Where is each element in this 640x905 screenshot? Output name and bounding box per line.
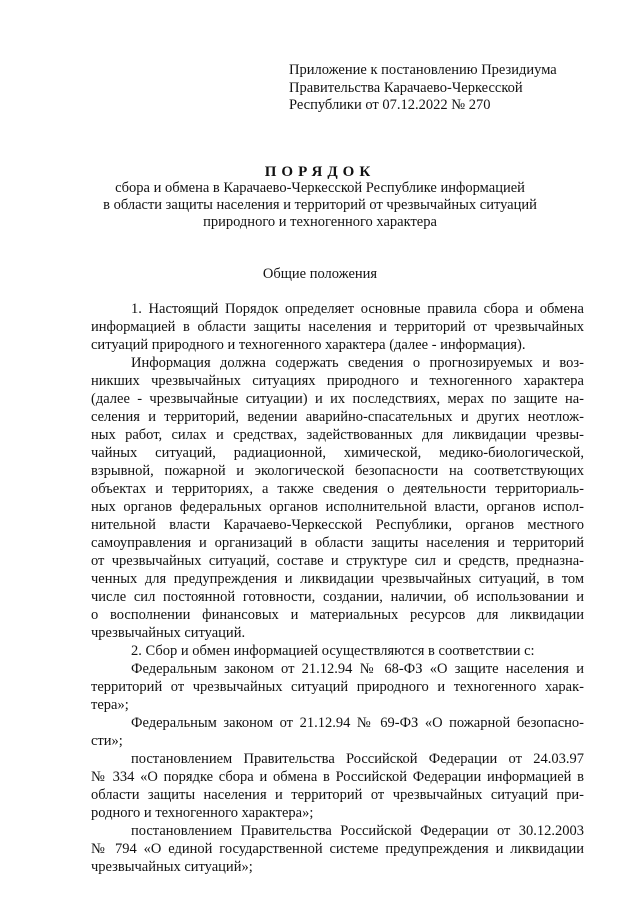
body-line: информацией в области защиты населения и территорий от чрезвычайных: [91, 319, 584, 335]
subtitle-line-3: природного и техногенного характера: [203, 214, 437, 230]
body-line: от чрезвычайных ситуаций, составе и структуре сил и средств, предназна-: [91, 553, 584, 569]
body-line: № 334 «О порядке сбора и обмена в Российской Федерации информацией в: [91, 769, 584, 785]
body-line: тера»;: [91, 697, 129, 713]
body-line: взрывной, пожарной и экологической безопасности на соответствующих: [91, 463, 584, 479]
body-line: (далее - чрезвычайные ситуации) и их последствиях, мерах по защите на-: [91, 391, 584, 407]
body-line: 1. Настоящий Порядок определяет основные правила сбора и обмена: [131, 301, 584, 317]
section-heading: Общие положения: [262, 266, 378, 282]
body-line: селения и территорий, ведении аварийно-спасательных и других неотлож-: [91, 409, 584, 425]
body-line: чрезвычайных ситуаций.: [91, 625, 246, 641]
body-line: родного и техногенного характера»;: [91, 805, 314, 821]
body-line: самоуправления и организаций в области защиты населения и территорий: [91, 535, 584, 551]
body-line: Федеральным законом от 21.12.94 № 68-ФЗ «О защите населения и: [131, 661, 584, 677]
body-line: числе сил постоянной готовности, создании, наличии, об использовании и: [91, 589, 584, 605]
body-line: ченных для предупреждения и ликвидации чрезвычайных ситуаций, в том: [91, 571, 584, 587]
body-line: нительной власти Карачаево-Черкесской Республики, органов местного: [91, 517, 584, 533]
body-line: области защиты населения и территорий от чрезвычайных ситуаций при-: [91, 787, 584, 803]
body-line: № 794 «О единой государственной системе предупреждения и ликвидации: [91, 841, 584, 857]
header-line-1: Приложение к постановлению Президиума: [289, 62, 557, 78]
header-line-2: Правительства Карачаево-Черкесской: [289, 79, 523, 96]
body-line: постановлением Правительства Российской Федерации от 30.12.2003: [131, 823, 584, 839]
document-title: ПОРЯДОК: [264, 164, 376, 180]
body-line: ных работ, силах и средствах, задействованных для ликвидации чрезвы-: [91, 427, 584, 443]
body-line: Информация должна содержать сведения о прогнозируемых и воз-: [131, 355, 584, 371]
document-subtitle: [0, 180, 640, 231]
document-body: [91, 300, 584, 876]
body-line: никших чрезвычайных ситуациях природного и техногенного характера: [91, 373, 584, 389]
subtitle-line-1: сбора и обмена в Карачаево-Черкесской Республике информацией: [115, 180, 525, 196]
body-line: ных органов федеральных органов исполнительной власти, органов испол-: [91, 499, 584, 515]
body-line: сти»;: [91, 733, 123, 749]
document-header: [289, 62, 589, 115]
body-line: территорий от чрезвычайных ситуаций природного и техногенного харак-: [91, 679, 584, 695]
header-line-3: Республики от 07.12.2022 № 270: [289, 97, 491, 113]
body-line: о восполнении финансовых и материальных ресурсов для ликвидации: [91, 607, 584, 623]
body-line: чайных ситуаций, радиационной, химической, медико-биологической,: [91, 445, 584, 461]
body-line: постановлением Правительства Российской Федерации от 24.03.97: [131, 751, 584, 767]
body-line: 2. Сбор и обмен информацией осуществляются в соответствии с:: [131, 643, 535, 659]
subtitle-line-2: в области защиты населения и территорий от чрезвычайных ситуаций: [103, 197, 537, 213]
body-line: Федеральным законом от 21.12.94 № 69-ФЗ «О пожарной безопасно-: [131, 715, 584, 731]
body-line: ситуаций природного и техногенного характера (далее - информация).: [91, 337, 526, 353]
body-line: чрезвычайных ситуаций»;: [91, 859, 253, 875]
body-line: объектах и территориях, а также сведения о деятельности территориаль-: [91, 481, 584, 497]
